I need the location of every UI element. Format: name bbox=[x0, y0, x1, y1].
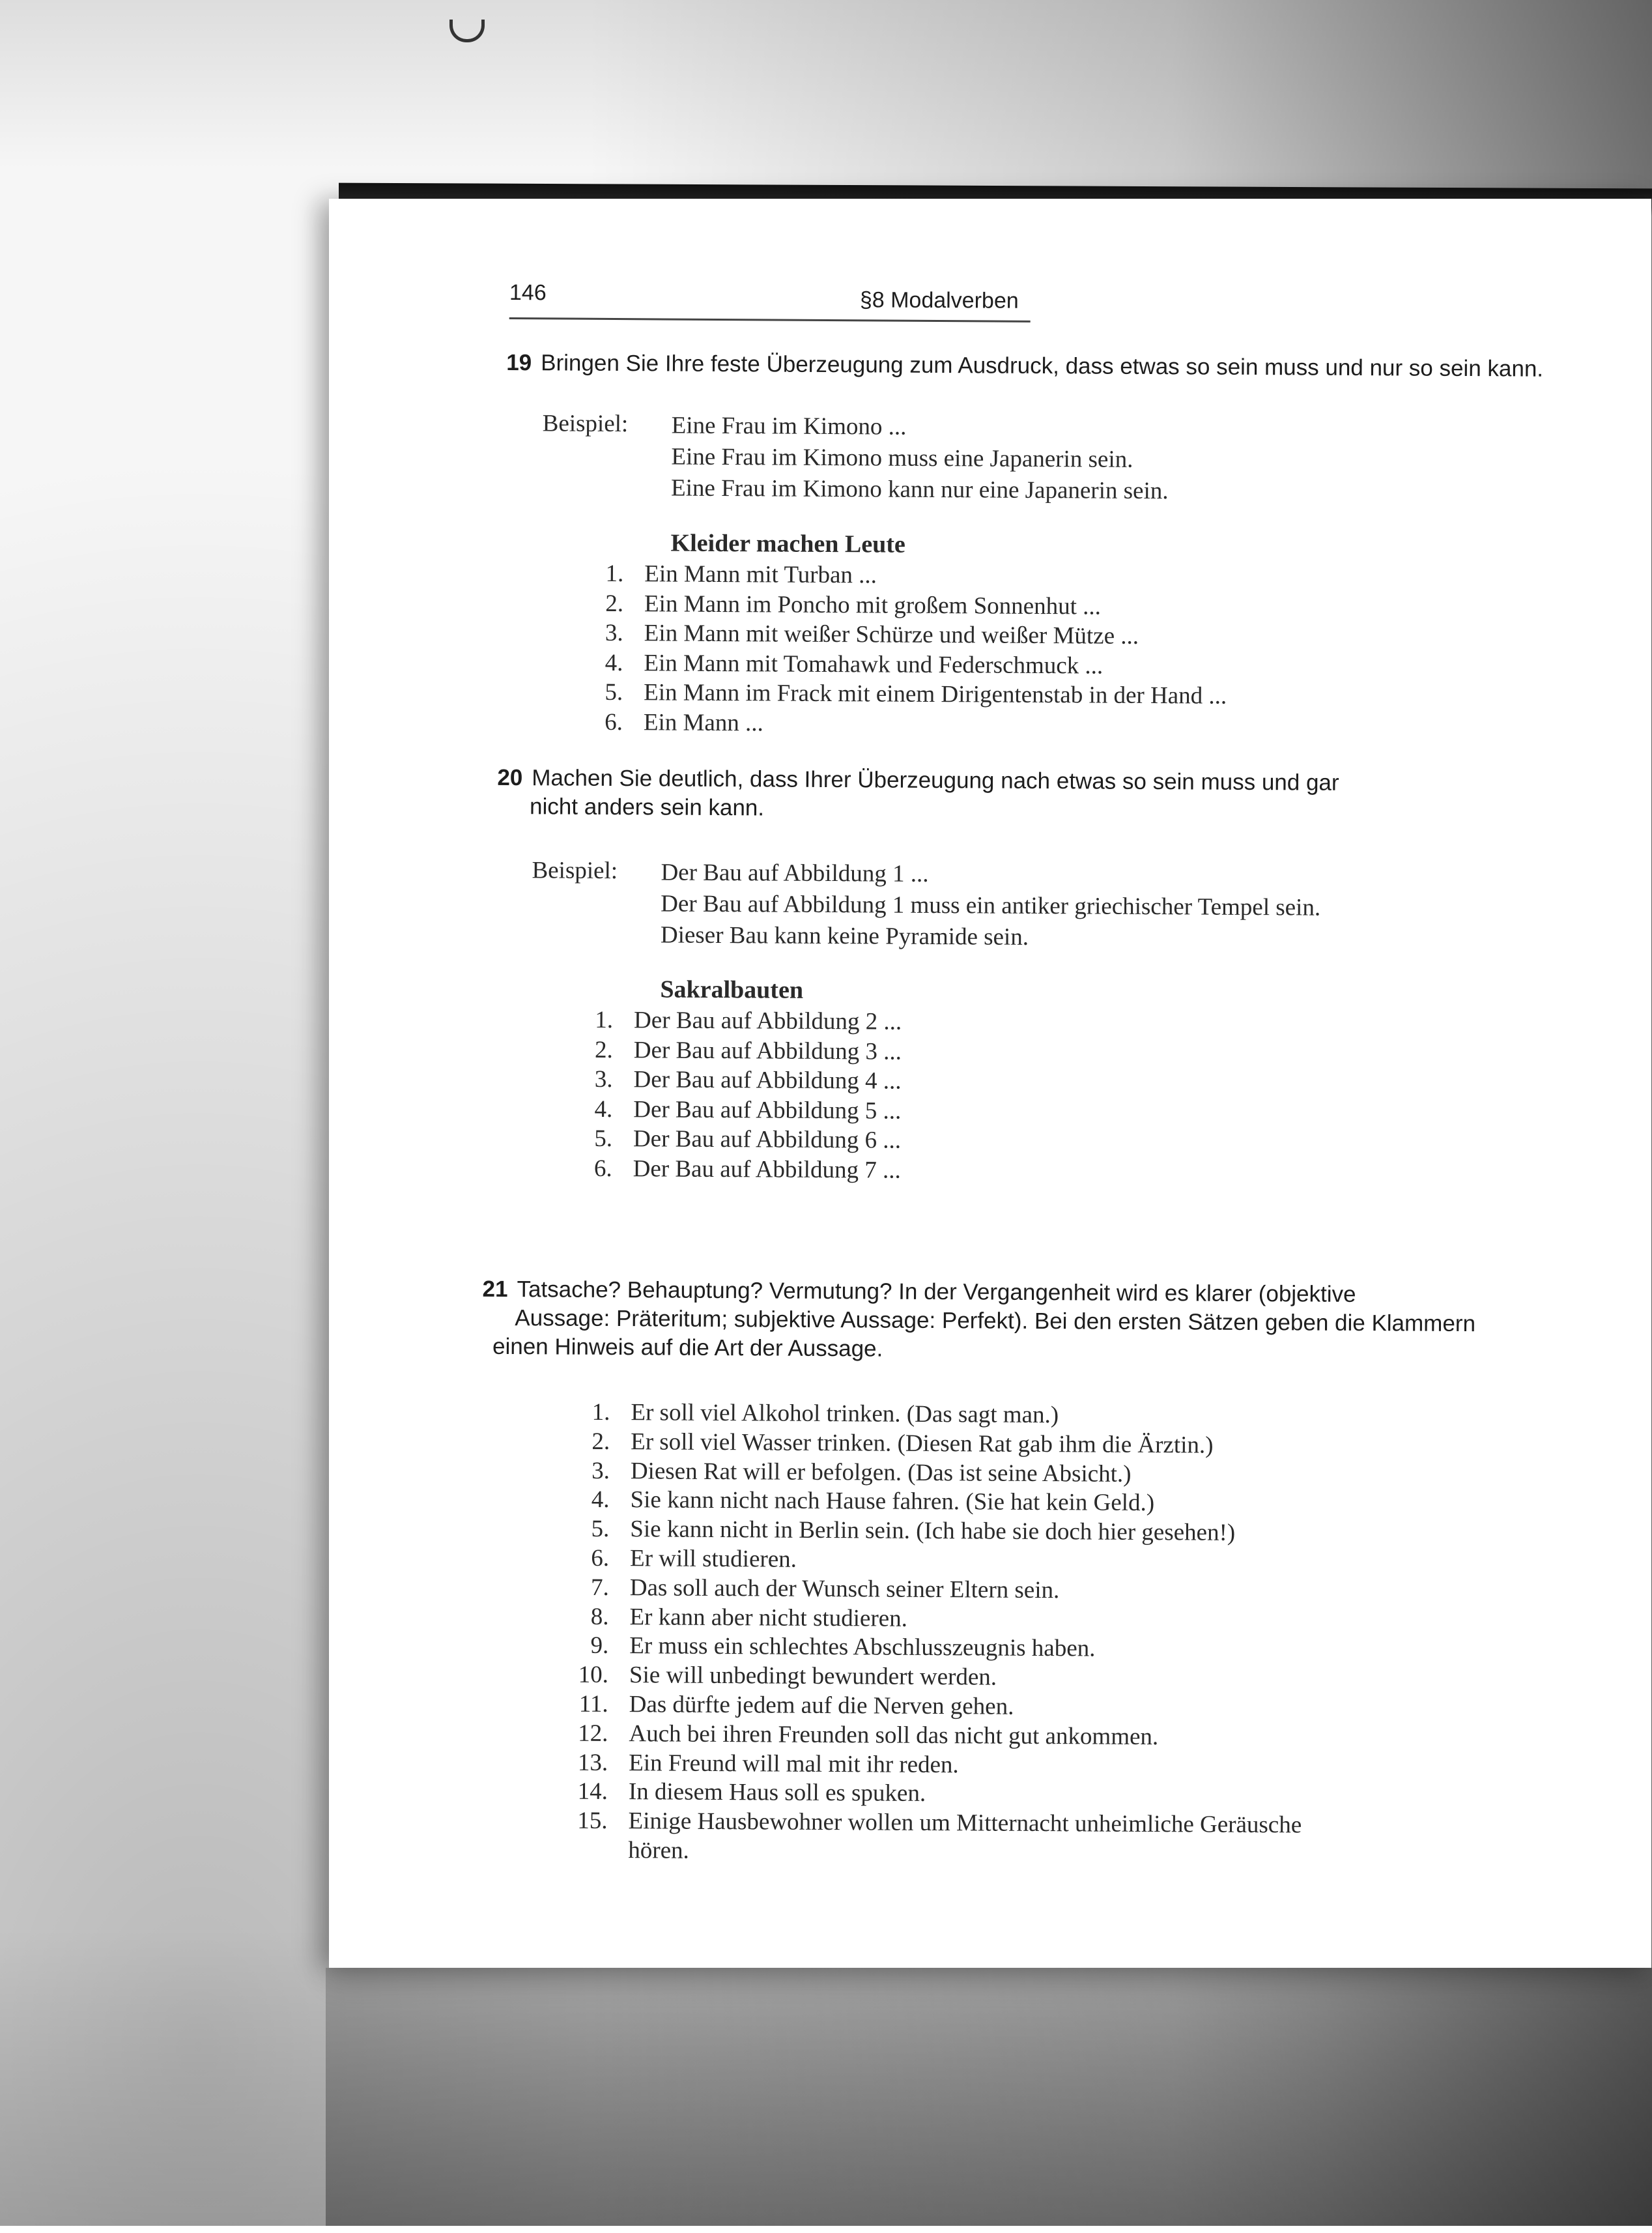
list-item bbox=[548, 1602, 1303, 1636]
exercise-instruction-text: Bringen Sie Ihre feste Überzeugung zum Ausdruck, dass etwas so sein muss und nur so sein kann. bbox=[541, 350, 1544, 382]
item-number: 13. bbox=[577, 1749, 608, 1776]
item-text: Er muss ein schlechtes Abschlusszeugnis haben. bbox=[629, 1632, 1096, 1662]
item-text: Der Bau auf Abbildung 3 ... bbox=[633, 1036, 902, 1065]
item-number: 4. bbox=[605, 649, 623, 676]
list-item bbox=[548, 1690, 1303, 1723]
list-item bbox=[567, 1153, 901, 1185]
item-number: 8. bbox=[590, 1603, 609, 1630]
item-number: 12. bbox=[578, 1720, 608, 1747]
item-text: Der Bau auf Abbildung 2 ... bbox=[634, 1007, 902, 1035]
list-item bbox=[578, 618, 1227, 652]
list-item bbox=[548, 1719, 1302, 1753]
item-text: Einige Hausbewohner wollen um Mitternacht unheimliche Geräusche bbox=[628, 1808, 1302, 1839]
list-item bbox=[548, 1778, 1302, 1811]
exercise-19-instruction bbox=[506, 349, 1543, 384]
item-text: Ein Mann ... bbox=[643, 708, 763, 736]
item-number: 2. bbox=[594, 1036, 613, 1063]
list-item bbox=[577, 678, 1227, 712]
exercise-20-list bbox=[567, 1005, 902, 1185]
item-text: Auch bei ihren Freunden soll das nicht gut ankommen. bbox=[629, 1720, 1159, 1750]
item-number: 4. bbox=[594, 1095, 613, 1123]
item-number: 11. bbox=[578, 1690, 608, 1718]
item-number: 1. bbox=[595, 1006, 614, 1034]
exercise-number: 20 bbox=[497, 764, 523, 791]
item-text: hören. bbox=[628, 1837, 689, 1864]
exercise-instruction-text: nicht anders sein kann. bbox=[530, 794, 765, 821]
item-number: 5. bbox=[591, 1516, 610, 1543]
item-number: 3. bbox=[591, 1457, 610, 1484]
example-label: Beispiel: bbox=[542, 410, 629, 438]
subtitle: Sakralbauten bbox=[660, 975, 804, 1004]
example-block bbox=[671, 411, 1169, 508]
list-item bbox=[550, 1456, 1304, 1490]
example-line: Eine Frau im Kimono muss eine Japanerin sein. bbox=[671, 443, 1133, 473]
exercise-19-list bbox=[577, 559, 1228, 741]
item-number: 2. bbox=[591, 1428, 610, 1455]
header-rule bbox=[509, 317, 1031, 323]
example-line: Eine Frau im Kimono kann nur eine Japanerin sein. bbox=[670, 474, 1169, 505]
example-label: Beispiel: bbox=[532, 857, 618, 885]
list-item bbox=[567, 1124, 901, 1156]
item-number: 15. bbox=[577, 1807, 608, 1835]
item-text: Das dürfte jedem auf die Nerven gehen. bbox=[629, 1691, 1014, 1720]
item-number: 1. bbox=[591, 1398, 610, 1426]
list-item bbox=[567, 1094, 901, 1126]
exercise-number: 19 bbox=[506, 349, 532, 376]
list-item bbox=[578, 588, 1227, 622]
example-line: Dieser Bau kann keine Pyramide sein. bbox=[660, 921, 1029, 951]
example-line: Eine Frau im Kimono ... bbox=[671, 412, 907, 440]
item-number: 1. bbox=[605, 560, 624, 588]
example-block bbox=[661, 857, 1321, 955]
exercise-number: 21 bbox=[482, 1276, 508, 1303]
item-text: Sie kann nicht in Berlin sein. (Ich habe sie doch hier gesehen!) bbox=[630, 1516, 1236, 1547]
item-number: 5. bbox=[605, 678, 623, 706]
item-number: 5. bbox=[594, 1125, 613, 1153]
list-item bbox=[548, 1661, 1303, 1695]
item-text: Der Bau auf Abbildung 4 ... bbox=[633, 1066, 902, 1095]
item-number: 2. bbox=[605, 590, 624, 617]
list-item bbox=[549, 1486, 1303, 1520]
item-text: Er soll viel Alkohol trinken. (Das sagt man.) bbox=[631, 1399, 1059, 1429]
list-item bbox=[550, 1427, 1304, 1461]
item-text: Der Bau auf Abbildung 5 ... bbox=[633, 1095, 902, 1125]
list-item bbox=[550, 1398, 1304, 1432]
exercise-instruction-text: Machen Sie deutlich, dass Ihrer Überzeugung nach etwas so sein muss und gar bbox=[532, 765, 1339, 796]
item-text: Diesen Rat will er befolgen. (Das ist seine Absicht.) bbox=[630, 1457, 1132, 1488]
list-item bbox=[567, 1065, 901, 1097]
page-number: 146 bbox=[509, 280, 547, 306]
item-text: Er kann aber nicht studieren. bbox=[629, 1603, 908, 1632]
exercise-instruction-text: Tatsache? Behauptung? Vermutung? In der Vergangenheit wird es klarer (objektive bbox=[517, 1276, 1356, 1307]
item-number: 9. bbox=[590, 1632, 609, 1660]
item-number: 7. bbox=[590, 1574, 609, 1601]
list-item bbox=[548, 1632, 1303, 1665]
item-text: Sie kann nicht nach Hause fahren. (Sie hat kein Geld.) bbox=[630, 1486, 1155, 1517]
exercise-21-instruction bbox=[482, 1275, 1475, 1367]
list-item bbox=[548, 1748, 1302, 1782]
list-item bbox=[577, 707, 1227, 741]
item-text: Ein Mann mit Tomahawk und Federschmuck ... bbox=[644, 649, 1104, 680]
item-text: Der Bau auf Abbildung 6 ... bbox=[633, 1125, 902, 1154]
exercise-20-instruction bbox=[497, 764, 1339, 826]
list-item bbox=[549, 1544, 1303, 1578]
list-item bbox=[578, 559, 1227, 593]
item-number: 10. bbox=[578, 1661, 609, 1689]
list-item bbox=[547, 1807, 1302, 1841]
list-item bbox=[549, 1573, 1303, 1607]
item-text: In diesem Haus soll es spuken. bbox=[628, 1778, 926, 1808]
subtitle: Kleider machen Leute bbox=[670, 529, 905, 558]
item-number: 14. bbox=[577, 1778, 608, 1806]
item-text: Ein Mann mit weißer Schürze und weißer Mütze ... bbox=[644, 620, 1139, 650]
exercise-instruction-text: einen Hinweis auf die Art der Aussage. bbox=[492, 1333, 883, 1362]
example-line: Der Bau auf Abbildung 1 ... bbox=[661, 859, 929, 887]
list-item bbox=[567, 1035, 902, 1067]
list-item bbox=[577, 648, 1227, 682]
item-number: 3. bbox=[594, 1065, 613, 1093]
item-text: Sie will unbedingt bewundert werden. bbox=[629, 1662, 997, 1691]
list-item-continuation bbox=[547, 1836, 1302, 1869]
item-text: Der Bau auf Abbildung 7 ... bbox=[633, 1155, 901, 1184]
item-text: Er will studieren. bbox=[629, 1545, 797, 1573]
item-number: 6. bbox=[605, 708, 623, 736]
item-number: 3. bbox=[605, 619, 623, 647]
exercise-21-list bbox=[547, 1398, 1304, 1869]
section-title: §8 Modalverben bbox=[859, 287, 1019, 313]
item-number: 4. bbox=[591, 1486, 610, 1514]
item-text: Ein Mann im Poncho mit großem Sonnenhut ... bbox=[644, 590, 1102, 620]
item-number: 6. bbox=[593, 1155, 612, 1182]
item-text: Ein Mann im Frack mit einem Dirigentenstab in der Hand ... bbox=[644, 679, 1227, 710]
example-line: Der Bau auf Abbildung 1 muss ein antiker griechischer Tempel sein. bbox=[661, 890, 1321, 921]
exercise-instruction-text: Aussage: Präteritum; subjektive Aussage: Perfekt). Bei den ersten Sätzen geben die Klammern bbox=[515, 1305, 1476, 1337]
item-text: Das soll auch der Wunsch seiner Eltern sein. bbox=[629, 1574, 1060, 1604]
item-text: Er soll viel Wasser trinken. (Diesen Rat gab ihm die Ärztin.) bbox=[631, 1428, 1214, 1459]
item-number: 6. bbox=[591, 1544, 610, 1572]
list-item bbox=[549, 1515, 1303, 1549]
item-text: Ein Mann mit Turban ... bbox=[644, 560, 877, 589]
list-item bbox=[567, 1005, 902, 1037]
item-text: Ein Freund will mal mit ihr reden. bbox=[629, 1749, 959, 1778]
